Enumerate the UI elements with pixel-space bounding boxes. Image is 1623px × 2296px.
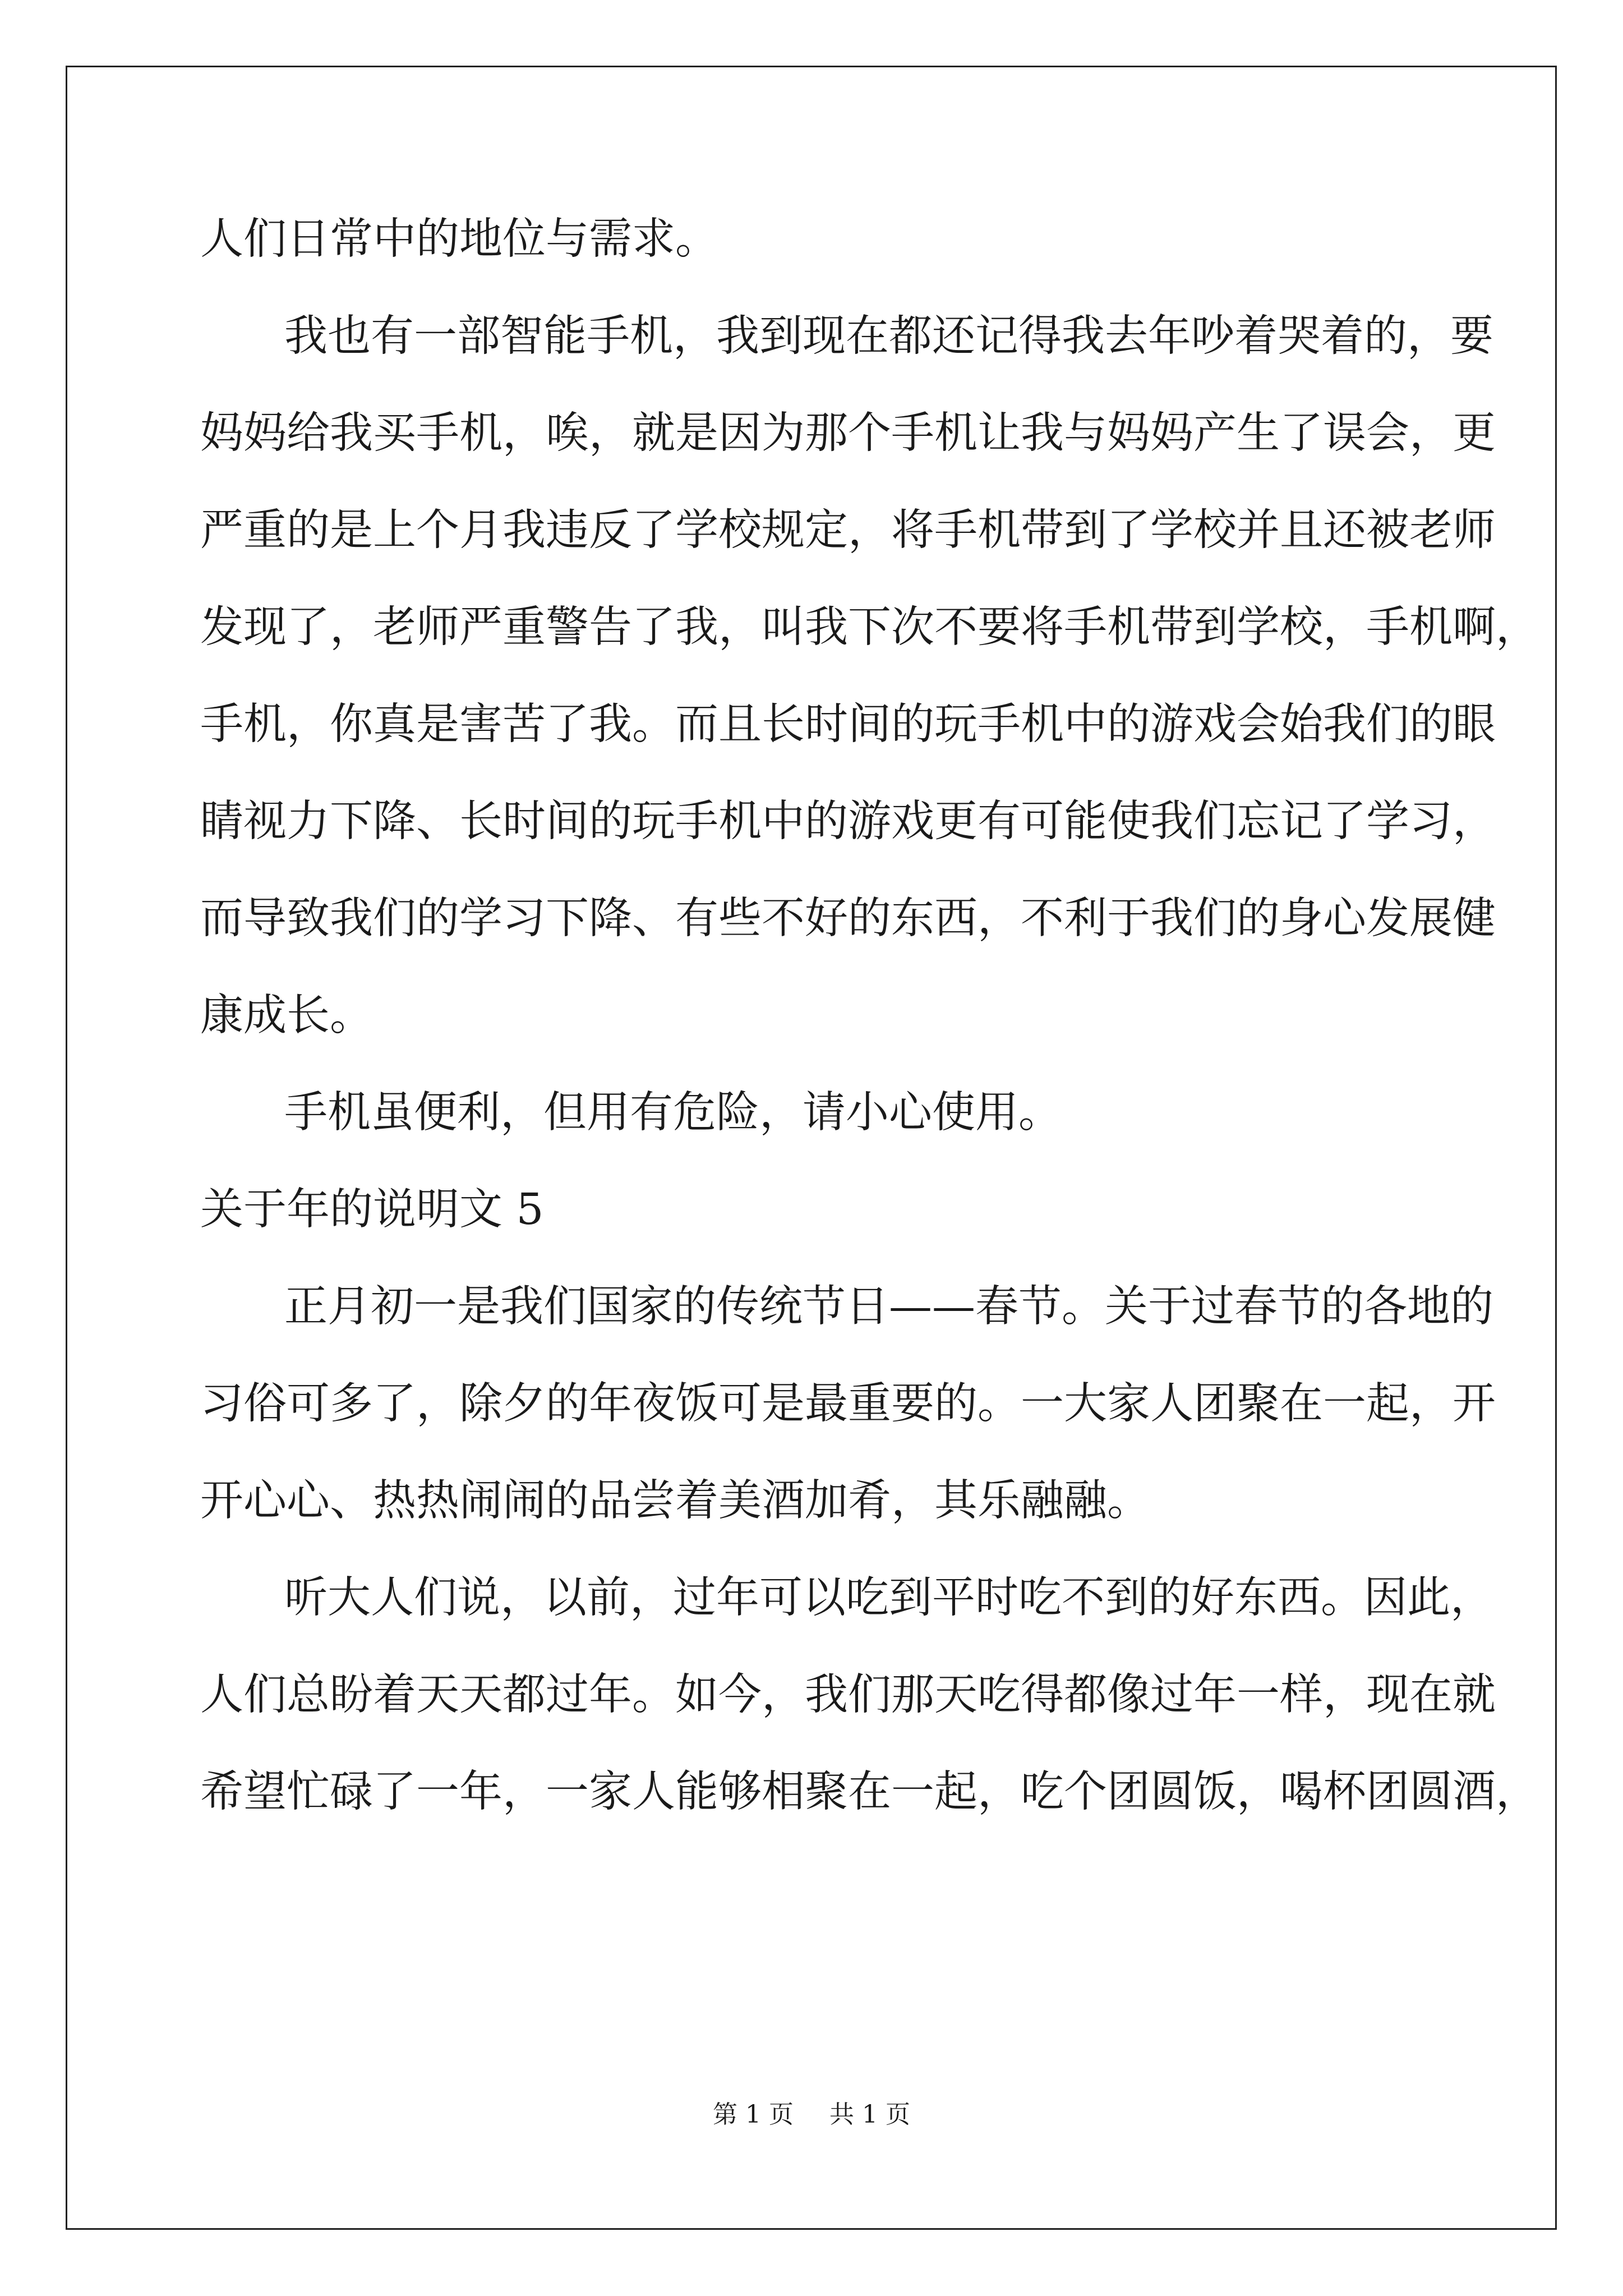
text-line: 手机虽便利，但用有危险，请小心使用。 [284, 1088, 1062, 1138]
text-line: 严重的是上个月我违反了学校规定，将手机带到了学校并且还被老师 [200, 505, 1496, 555]
text-line: 我也有一部智能手机，我到现在都还记得我去年吵着哭着的，要 [284, 311, 1493, 361]
text-line: 希望忙碌了一年，一家人能够相聚在一起，吃个团圆饭，喝杯团圆酒， [200, 1767, 1539, 1817]
text-line: 而导致我们的学习下降、有些不好的东西，不利于我们的身心发展健 [200, 894, 1496, 944]
section-heading: 关于年的说明文 5 [200, 1185, 544, 1235]
text-line: 康成长。 [200, 991, 373, 1041]
text-line: 正月初一是我们国家的传统节日——春节。关于过春节的各地的 [284, 1282, 1493, 1332]
text-line: 人们日常中的地位与需求。 [200, 214, 718, 264]
text-line: 发现了，老师严重警告了我，叫我下次不要将手机带到学校，手机啊， [200, 602, 1539, 652]
text-line: 睛视力下降、长时间的玩手机中的游戏更有可能使我们忘记了学习， [200, 797, 1496, 846]
document-body [200, 191, 1539, 1841]
text-line: 手机，你真是害苦了我。而且长时间的玩手机中的游戏会始我们的眼 [200, 700, 1496, 749]
text-line: 妈妈给我买手机，唉，就是因为那个手机让我与妈妈产生了误会，更 [200, 408, 1496, 458]
text-line: 人们总盼着天天都过年。如今，我们那天吃得都像过年一样，现在就 [200, 1670, 1496, 1720]
page-total: 共 1 页 [829, 2100, 910, 2129]
text-line: 开心心、热热闹闹的品尝着美酒加肴，其乐融融。 [200, 1476, 1150, 1526]
page-footer [0, 2098, 1623, 2132]
text-line: 听大人们说，以前，过年可以吃到平时吃不到的好东西。因此， [284, 1573, 1493, 1623]
text-line: 习俗可多了，除夕的年夜饭可是最重要的。一大家人团聚在一起，开 [200, 1379, 1496, 1429]
page-number: 第 1 页 [713, 2100, 794, 2129]
